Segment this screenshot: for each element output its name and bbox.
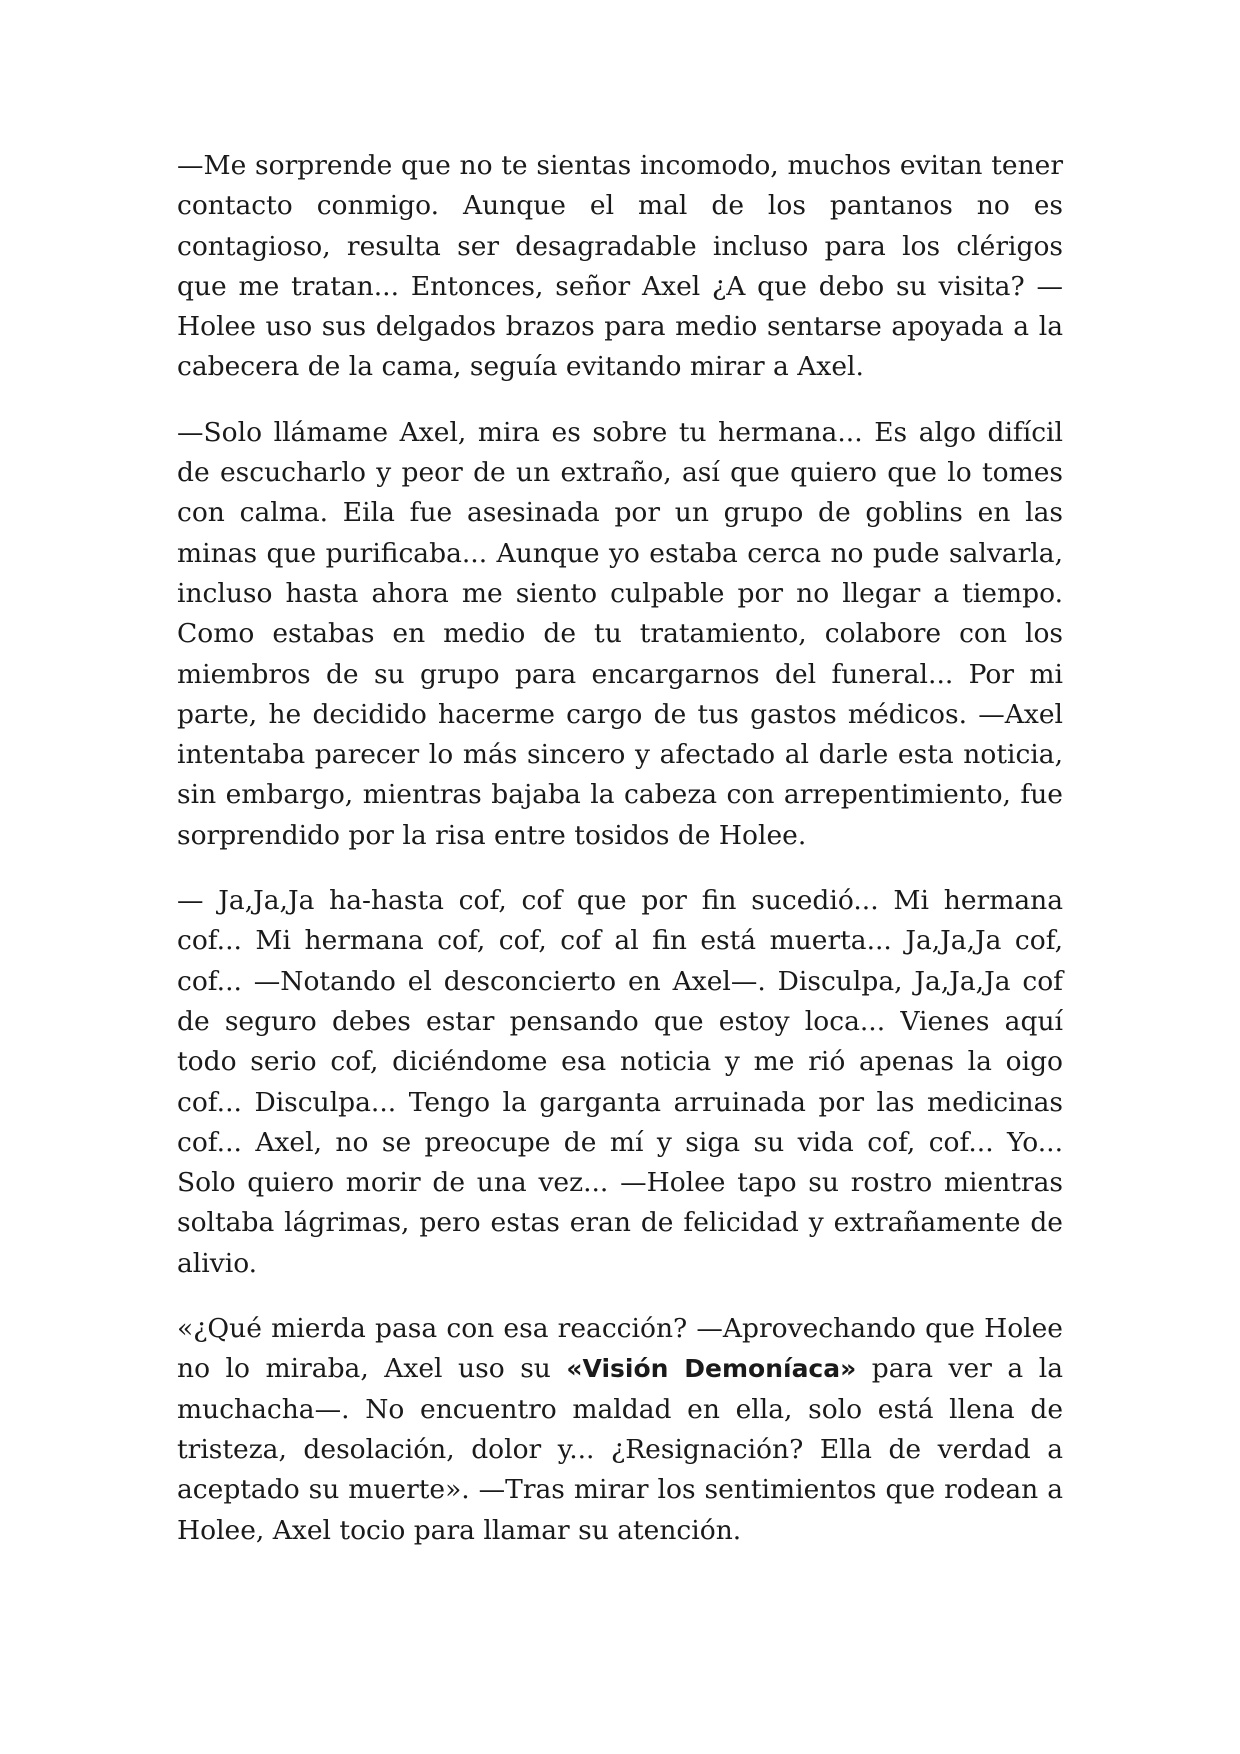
paragraph-4-text-after: para ver a la muchacha—. No encuentro maldad en ella, solo está llena de tristeza, desolación, dolor y... ¿Resignación? Ella de verdad a aceptado su muerte». —Tras mirar los sentimientos que rodean a Holee, Axel tocio para llamar su atención. [177, 1353, 1064, 1546]
paragraph-2: —Solo llámame Axel, mira es sobre tu hermana... Es algo difícil de escucharlo y peor de un extraño, así que quiero que lo tomes con calma. Eila fue asesinada por un grupo de goblins en las minas que purificaba... Aunque yo estaba cerca no pude salvarla, incluso hasta ahora me siento culpable por no llegar a tiempo. Como estabas en medio de tu tratamiento, colabore con los miembros de su grupo para encargarnos del funeral... Por mi parte, he decidido hacerme cargo de tus gastos médicos. —Axel intentaba parecer lo más sincero y afectado al darle esta noticia, sin embargo, mientras bajaba la cabeza con arrepentimiento, fue sorprendido por la risa entre tosidos de Holee. [177, 416, 1063, 851]
paragraph-1: —Me sorprende que no te sientas incomodo, muchos evitan tener contacto conmigo. Aunque el mal de los pantanos no es contagioso, resulta ser desagradable incluso para los clérigos que me tratan... Entonces, señor Axel ¿A que debo su visita? —Holee uso sus delgados brazos para medio sentarse apoyada a la cabecera de la cama, seguía evitando mirar a Axel. [177, 150, 1063, 383]
document-page [177, 146, 1063, 1576]
paragraph-4-text-before: «¿Qué mierda pasa con esa reacción? —Aprovechando que Holee no lo miraba, Axel uso su [177, 1313, 1063, 1385]
paragraph-4 [177, 1309, 1063, 1551]
skill-name-emphasis: «Visión Demoníaca» [566, 1354, 857, 1384]
paragraph-3: — Ja,Ja,Ja ha-hasta cof, cof que por fin sucedió... Mi hermana cof... Mi hermana cof, cof, cof al fin está muerta... Ja,Ja,Ja cof, cof... —Notando el desconcierto en Axel—. Disculpa, Ja,Ja,Ja cof de seguro debes estar pensando que estoy loca... Vienes aquí todo serio cof, diciéndome esa noticia y me rió apenas la oigo cof... Disculpa... Tengo la garganta arruinada por las medicinas cof... Axel, no se preocupe de mí y siga su vida cof, cof... Yo... Solo quiero morir de una vez... —Holee tapo su rostro mientras soltaba lágrimas, pero estas eran de felicidad y extrañamente de alivio. [177, 885, 1063, 1279]
